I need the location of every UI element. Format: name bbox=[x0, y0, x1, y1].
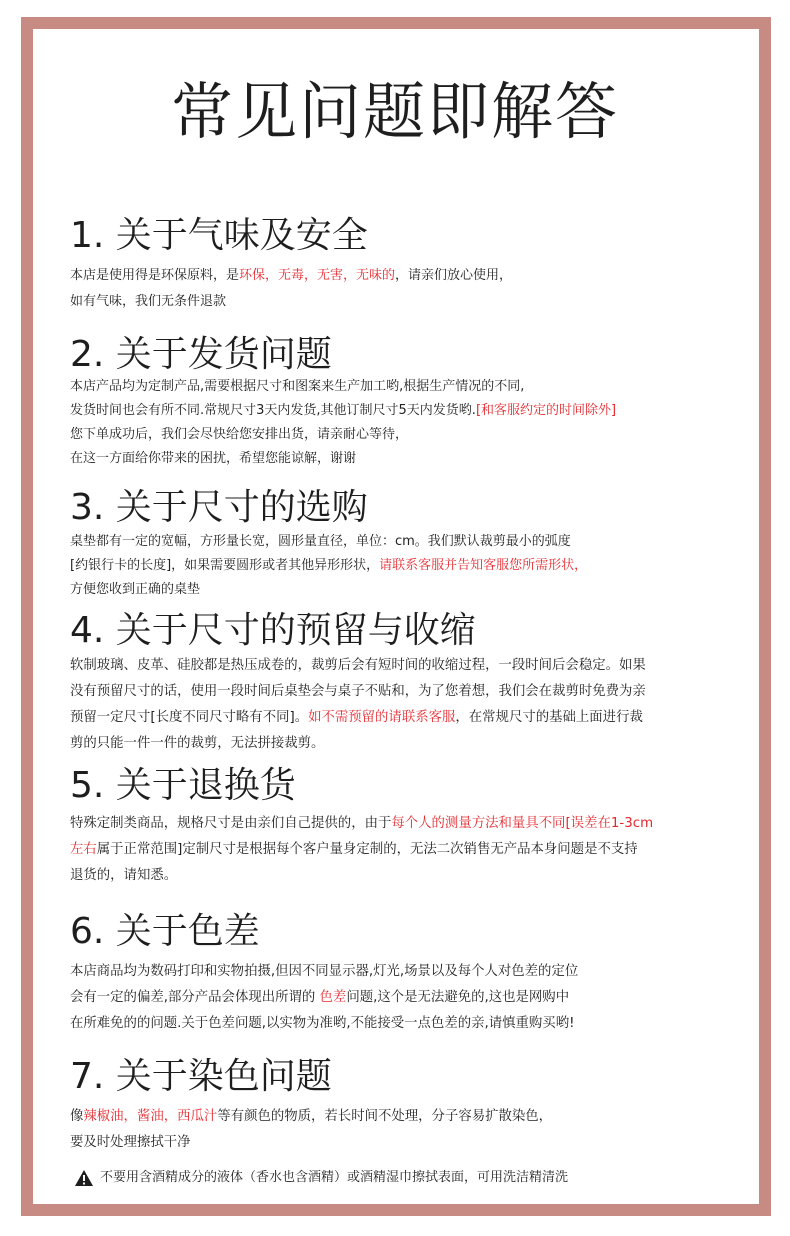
line bbox=[70, 863, 738, 889]
line bbox=[70, 554, 738, 578]
line bbox=[70, 837, 738, 863]
section-heading-6: 6. 关于色差 bbox=[70, 911, 260, 952]
text-span: 桌垫都有一定的宽幅，方形量长宽，圆形量直径，单位：cm。我们默认裁剪最小的弧度 bbox=[70, 534, 571, 549]
text-span: 本店商品均为数码打印和实物拍摄,但因不同显示器,灯光,场景以及每个人对色差的定位 bbox=[70, 964, 579, 979]
highlight-span: 环保，无毒，无害，无味的 bbox=[239, 268, 396, 283]
text-span: ，请亲们放心使用， bbox=[395, 268, 513, 283]
line bbox=[70, 375, 738, 399]
text-span: 退货的，请知悉。 bbox=[70, 868, 178, 883]
line bbox=[70, 1104, 738, 1130]
text-span: 没有预留尺寸的话，使用一段时间后桌垫会与桌子不贴和，为了您着想，我们会在裁剪时免费为亲 bbox=[70, 684, 646, 699]
highlight-span: [和客服约定的时间除外] bbox=[475, 403, 617, 418]
text-span: 等有颜色的物质，若长时间不处理，分子容易扩散染色， bbox=[217, 1109, 553, 1124]
line bbox=[70, 290, 738, 314]
highlight-span: 辣椒油，酱油，西瓜汁 bbox=[83, 1109, 218, 1124]
section-body-6 bbox=[70, 959, 738, 1037]
line bbox=[70, 423, 738, 447]
text-span: [约银行卡的长度]，如果需要圆形或者其他异形形状， bbox=[70, 558, 380, 573]
line bbox=[70, 578, 738, 602]
section-heading-7: 7. 关于染色问题 bbox=[70, 1056, 332, 1097]
line bbox=[70, 811, 738, 837]
line bbox=[70, 264, 738, 288]
text-span: 在这一方面给你带来的困扰，希望您能谅解，谢谢 bbox=[70, 451, 357, 466]
highlight-span: 请联系客服并告知客服您所需形状， bbox=[379, 558, 588, 573]
text-span: 问题,这个是无法避免的,这也是网购中 bbox=[346, 990, 570, 1005]
warning-note bbox=[74, 1167, 568, 1189]
line bbox=[70, 530, 738, 554]
section-body-2 bbox=[70, 375, 738, 471]
text-span: 本店产品均为定制产品,需要根据尺寸和图案来生产加工哟,根据生产情况的不同, bbox=[70, 379, 525, 394]
text-span: 剪的只能一件一件的裁剪，无法拼接裁剪。 bbox=[70, 736, 325, 751]
section-body-5 bbox=[70, 811, 738, 889]
text-span: 本店是使用得是环保原料，是 bbox=[70, 268, 240, 283]
text-span: 发货时间也会有所不同.常规尺寸3天内发货,其他订制尺寸5天内发货哟. bbox=[70, 403, 476, 418]
line bbox=[70, 679, 738, 705]
page-title: 常见问题即解答 bbox=[170, 75, 619, 148]
warning-triangle-icon bbox=[74, 1169, 94, 1187]
line bbox=[70, 447, 738, 471]
highlight-span: 左右 bbox=[70, 842, 97, 857]
text-span: 如有气味，我们无条件退款 bbox=[70, 294, 227, 309]
highlight-span: 色差 bbox=[319, 990, 347, 1005]
line bbox=[70, 1011, 738, 1037]
line bbox=[70, 959, 738, 985]
section-body-4 bbox=[70, 653, 738, 757]
text-span: 您下单成功后，我们会尽快给您安排出货，请亲耐心等待， bbox=[70, 427, 409, 442]
highlight-span: 每个人的测量方法和量具不同[误差在1-3cm bbox=[391, 816, 654, 831]
line bbox=[70, 1130, 738, 1156]
line bbox=[70, 653, 738, 679]
line bbox=[70, 705, 738, 731]
text-span: 像 bbox=[70, 1109, 84, 1124]
text-span: 要及时处理擦拭干净 bbox=[70, 1135, 191, 1150]
text-span: 在所难免的的问题.关于色差问题,以实物为准哟,不能接受一点色差的亲,请慎重购买哟! bbox=[70, 1016, 575, 1031]
section-body-1 bbox=[70, 264, 738, 314]
text-span: 特殊定制类商品，规格尺寸是由亲们自己提供的，由于 bbox=[70, 816, 392, 831]
text-span: 方便您收到正确的桌垫 bbox=[70, 582, 201, 597]
section-heading-2: 2. 关于发货问题 bbox=[70, 334, 332, 375]
text-span: 属于正常范围]定制尺寸是根据每个客户量身定制的，无法二次销售无产品本身问题是不支持 bbox=[96, 842, 638, 857]
section-heading-4: 4. 关于尺寸的预留与收缩 bbox=[70, 610, 476, 651]
warning-text: 不要用含酒精成分的液体（香水也含酒精）或酒精湿巾擦拭表面，可用洗洁精清洗 bbox=[100, 1170, 569, 1185]
highlight-span: 如不需预留的请联系客服 bbox=[308, 710, 456, 725]
section-body-7 bbox=[70, 1104, 738, 1156]
text-span: 软制玻璃、皮革、硅胶都是热压成卷的，裁剪后会有短时间的收缩过程，一段时间后会稳定。如果 bbox=[70, 658, 646, 673]
line bbox=[70, 731, 738, 757]
section-heading-3: 3. 关于尺寸的选购 bbox=[70, 487, 368, 528]
section-body-3 bbox=[70, 530, 738, 602]
line bbox=[70, 985, 738, 1011]
text-span: 会有一定的偏差,部分产品会体现出所谓的 bbox=[70, 990, 320, 1005]
line bbox=[70, 399, 738, 423]
section-heading-1: 1. 关于气味及安全 bbox=[70, 215, 368, 256]
text-span: 预留一定尺寸[长度不同尺寸略有不同]。 bbox=[70, 710, 309, 725]
section-heading-5: 5. 关于退换货 bbox=[70, 765, 296, 806]
text-span: ，在常规尺寸的基础上面进行裁 bbox=[455, 710, 643, 725]
